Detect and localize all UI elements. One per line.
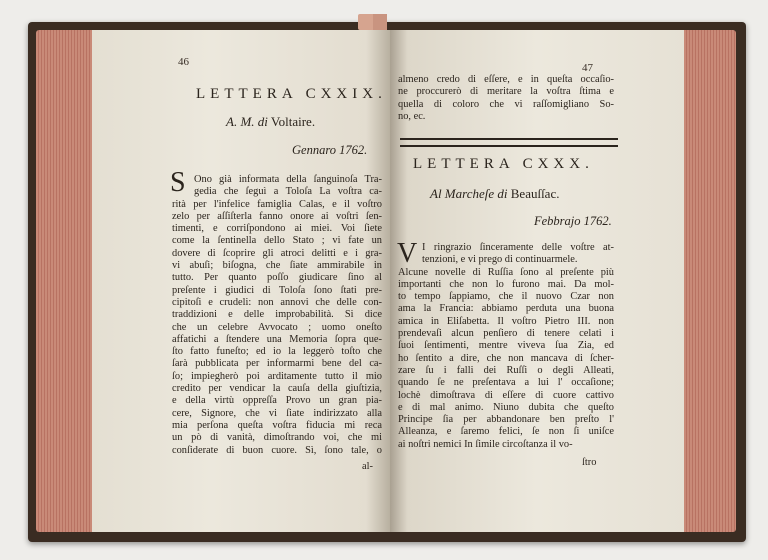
text-line: tenzioni, e vi prego di continuarmele. <box>422 254 578 266</box>
text-line: conſiderate di buon cuore. Sì, ſono tale, o <box>172 444 382 456</box>
catchword: al- <box>362 461 373 472</box>
text-line: to tempo ſappiamo, che il nuovo Czar non <box>398 291 614 303</box>
text-line: importanti che non lo furono mai. Da mol- <box>398 278 614 290</box>
addressee-name: Voltaire. <box>270 114 316 129</box>
text-line: affatichi a ſtendere una Memoria ſopra que- <box>172 333 382 345</box>
text-line: mia perſona queſta voſtra fiducia mi reca <box>172 419 382 431</box>
text-line: quella di coloro che vi raſſomigliano So- <box>398 98 614 110</box>
text-line: ai noſtri nemici In ſimile circoſtanza il vo- <box>398 438 573 450</box>
text-line: Principe ſia per abbandonare ben preſto l' <box>398 414 614 426</box>
page-number: 46 <box>178 56 189 68</box>
drop-cap: S <box>170 167 186 198</box>
text-line: almeno credo di eſſere, e in queſta occaſio- <box>398 74 614 85</box>
text-line: Alleanza, e ſaremo felici, ſe non ſi uniſce <box>398 426 614 438</box>
text-line: e di mal animo. Niuno dubita che queſto <box>398 401 614 413</box>
text-line: zelo per aſſiſterla fanno onore ai voſtri ſen- <box>172 210 382 222</box>
text-line: ama la Francia: abbiamo perduta una buona <box>398 303 614 315</box>
page-edges-left <box>36 30 98 532</box>
section-divider <box>400 138 618 147</box>
text-line: I ringrazio ſinceramente delle voſtre at- <box>422 242 614 253</box>
text-line: timenti, e corriſpondono ai miei. Voi ſiete <box>172 223 382 235</box>
page-number: 47 <box>582 62 593 74</box>
letter-body <box>397 238 614 451</box>
letter-date: Febbrajo 1762. <box>534 214 612 228</box>
text-line: Ono già informata della ſanguinoſa Tra- <box>194 174 382 185</box>
text-line: gedia che ſeguì a Toloſa La voſtra ca- <box>194 186 382 198</box>
text-line: che un celebre Avvocato ; uomo oneſto <box>172 321 382 333</box>
letter-continuation <box>398 74 614 123</box>
text-line: ho ſentito a dire, che non mancava di ſcher- <box>398 352 614 364</box>
addressee-prefix: A. M. di <box>226 114 268 129</box>
text-line: dovere di ſcoprire gli atroci delitti e i gra- <box>172 247 382 259</box>
text-line: un pò di vanità, dimoſtrando voi, che mi <box>172 432 382 444</box>
catchword: ſtro <box>582 457 597 468</box>
text-line: vi abuſi; biſogna, che ſiate ammirabile in <box>172 260 382 272</box>
letter-title: LETTERA CXXX. <box>413 156 594 172</box>
text-line: ſto fatto funeſto; ed io la leggerò toſto che <box>172 346 382 358</box>
text-line: preſente i giudici di Toloſa ſono ſtati pre- <box>172 284 382 296</box>
addressee-prefix: Al Marcheſe di <box>430 186 508 201</box>
text-line: come la ſentinella dello Stato ; vi fate un <box>172 235 382 247</box>
drop-cap: V <box>397 238 418 269</box>
text-line: rità per l'infelice famiglia Calas, e il voſtro <box>172 198 382 210</box>
text-line: no, ec. <box>398 110 426 122</box>
text-line: zare ſu i falli dei Ruſſi o degli Alleati, <box>398 364 614 376</box>
text-line: ſarà pubblicata per informarmi bene del ca- <box>172 358 382 370</box>
text-line: ſuoi ſentimenti, mentre viveva ſua Zia, ed <box>398 340 614 352</box>
text-line: prendevaſi alcun penſiero di tenere celati i <box>398 328 614 340</box>
text-line: e della virtù oppreſſa Provo un gran pia- <box>172 395 382 407</box>
text-line: quando ſe ne preſentava a lui l' occaſione; <box>398 377 614 389</box>
text-line: cere, Signore, che vi ſiate indirizzato alla <box>172 407 382 419</box>
text-line: lochè dimoſtrava di eſſere di cuore cattivo <box>398 389 614 401</box>
text-line: ne proccurerò di meritare la voſtra ſtima e <box>398 86 614 98</box>
letter-addressee <box>226 114 315 130</box>
letter-title: LETTERA CXXIX. <box>196 86 387 102</box>
letter-body <box>172 174 382 457</box>
text-line: amica in Eliſabetta. Il voſtro Pietro III. non <box>398 315 614 327</box>
text-line: Alcune novelle di Ruſſia ſono al preſente più <box>398 266 614 278</box>
text-line: cipitoſi e crudeli: non annovi che delle con- <box>172 296 382 308</box>
text-line: traddizioni e delle improbabilità. Si dice <box>172 309 382 321</box>
text-line: credito per vendicar la cauſa della giuſtizia, <box>172 383 382 395</box>
letter-date: Gennaro 1762. <box>292 143 368 157</box>
letter-addressee <box>430 186 559 202</box>
bookmark-ribbon <box>373 14 387 30</box>
text-line: tutto. Per quanto poſſo giudicare ſino al <box>172 272 382 284</box>
page-edges-right <box>684 30 736 532</box>
addressee-name: Beauſſac. <box>510 186 560 201</box>
text-line: ſo; impiegherò poi arditamente tutto il mio <box>172 370 382 382</box>
